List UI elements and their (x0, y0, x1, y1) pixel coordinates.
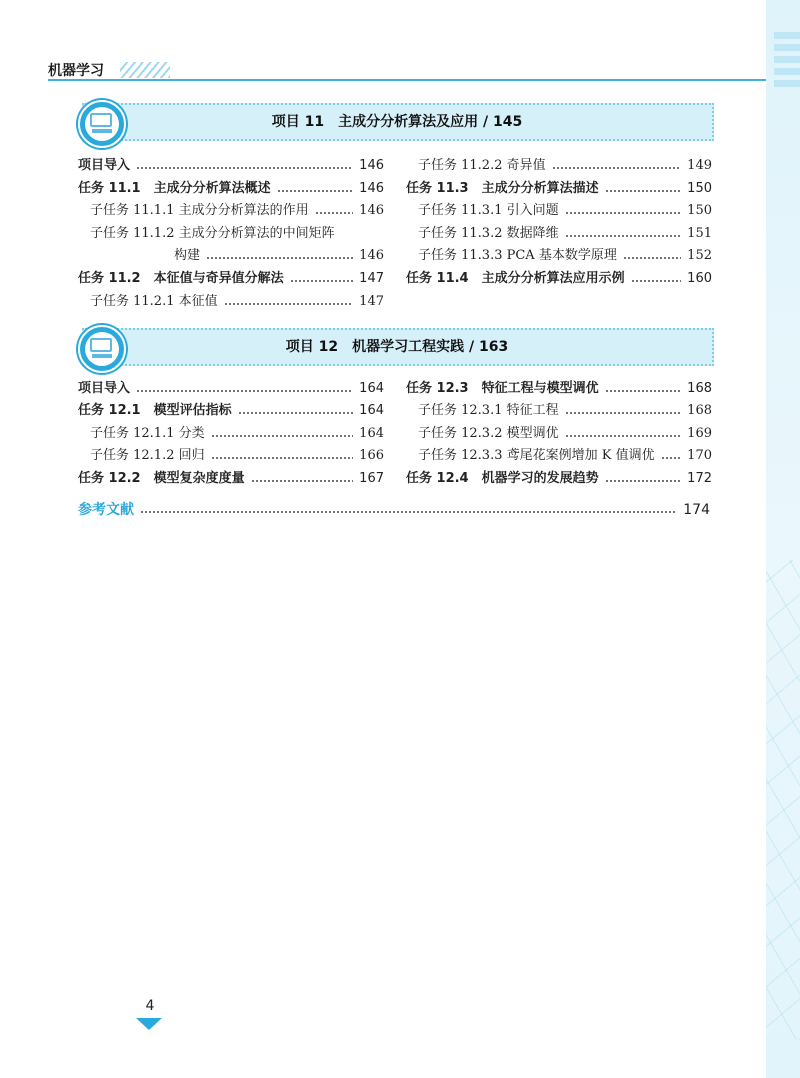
toc-entry-label: 任务 11.2 本征值与奇异值分解法 (78, 271, 284, 286)
toc-entry-page: 160 (687, 271, 712, 286)
toc-entry[interactable] (78, 400, 384, 422)
project-12-banner (82, 328, 714, 366)
project-12-title: 项目 12 机器学习工程实践 / 163 (285, 339, 509, 355)
leader-dots (211, 435, 354, 437)
toc-entry-page: 150 (687, 203, 712, 218)
page-number: 4 (145, 998, 155, 1014)
project-11-banner (82, 103, 714, 141)
toc-entry-label: 任务 12.3 特征工程与模型调优 (406, 381, 599, 396)
leader-dots (277, 190, 354, 192)
computer-icon (78, 325, 126, 373)
toc-entry-page: 168 (687, 403, 712, 418)
toc-entry[interactable] (418, 155, 712, 177)
leader-dots (605, 190, 682, 192)
leader-dots (224, 303, 354, 305)
toc-entry-page: 146 (359, 158, 384, 173)
toc-entry-page: 164 (359, 403, 384, 418)
toc-entry-label: 任务 12.2 模型复杂度度量 (78, 471, 245, 486)
project-11-title: 项目 11 主成分分析算法及应用 / 145 (271, 114, 523, 130)
references-label: 参考文献 (78, 502, 134, 518)
toc-entry-label: 子任务 12.1.2 回归 (90, 448, 205, 463)
leader-dots (565, 435, 682, 437)
leader-dots (605, 480, 682, 482)
toc-entry[interactable] (174, 245, 384, 267)
computer-icon (78, 100, 126, 148)
toc-entry[interactable] (90, 423, 384, 445)
toc-entry[interactable] (418, 445, 712, 467)
toc-entry[interactable] (78, 268, 384, 290)
toc-entry[interactable] (78, 378, 384, 400)
toc-entry-label: 子任务 11.3.1 引入问题 (418, 203, 559, 218)
toc-entry[interactable] (78, 468, 384, 490)
toc-entry[interactable] (90, 445, 384, 467)
toc-entry-label: 任务 11.1 主成分分析算法概述 (78, 181, 271, 196)
leader-dots (290, 280, 354, 282)
toc-entry-label: 子任务 11.2.1 本征值 (90, 294, 218, 309)
leader-dots (211, 457, 354, 459)
toc-entry-label: 子任务 11.3.2 数据降维 (418, 226, 559, 241)
leader-dots (238, 412, 354, 414)
deco-network-pattern (766, 560, 800, 1040)
deco-stripe (774, 32, 800, 39)
toc-entry-label: 项目导入 (78, 381, 131, 396)
toc-entry-label: 任务 11.3 主成分分析算法描述 (406, 181, 599, 196)
deco-stripe (774, 56, 800, 63)
toc-entry-label: 子任务 11.1.2 主成分分析算法的中间矩阵 (90, 226, 335, 241)
toc-entry-label: 任务 12.4 机器学习的发展趋势 (406, 471, 599, 486)
toc-entry[interactable] (418, 423, 712, 445)
leader-dots (315, 212, 354, 214)
toc-entry-page: 147 (359, 271, 384, 286)
toc-entry-page: 146 (359, 203, 384, 218)
toc-entry-label: 子任务 11.1.1 主成分分析算法的作用 (90, 203, 309, 218)
toc-entry-page: 170 (687, 448, 712, 463)
leader-dots (136, 390, 353, 392)
book-title: 机器学习 (48, 63, 104, 79)
leader-dots (140, 511, 677, 513)
toc-entry-page: 151 (687, 226, 712, 241)
toc-entry-page: 168 (687, 381, 712, 396)
toc-entry-label: 子任务 11.3.3 PCA 基本数学原理 (418, 248, 617, 263)
toc-entry[interactable] (406, 268, 712, 290)
toc-entry-page: 169 (687, 426, 712, 441)
toc-entry-label: 子任务 12.1.1 分类 (90, 426, 205, 441)
toc-entry-label: 项目导入 (78, 158, 131, 173)
toc-entry-page: 146 (359, 181, 384, 196)
toc-entry[interactable] (418, 400, 712, 422)
toc-entry-label: 子任务 12.3.2 模型调优 (418, 426, 559, 441)
toc-entry[interactable] (406, 178, 712, 200)
toc-entry[interactable] (418, 200, 712, 222)
toc-entry-page: 172 (687, 471, 712, 486)
deco-stripe (774, 80, 800, 87)
toc-entry-label: 任务 11.4 主成分分析算法应用示例 (406, 271, 625, 286)
leader-dots (565, 412, 682, 414)
page-marker-triangle (136, 1018, 162, 1030)
leader-dots (136, 167, 353, 169)
references-page: 174 (683, 502, 710, 518)
toc-entry[interactable] (90, 200, 384, 222)
toc-entry[interactable] (406, 468, 712, 490)
leader-dots (605, 390, 682, 392)
leader-dots (565, 212, 682, 214)
toc-entry[interactable] (418, 223, 712, 245)
toc-entry-page: 166 (359, 448, 384, 463)
leader-dots (565, 235, 682, 237)
header-rule (48, 79, 766, 81)
toc-entry-page: 167 (359, 471, 384, 486)
toc-entry[interactable] (78, 155, 384, 177)
toc-entry-page: 146 (359, 248, 384, 263)
deco-stripe (774, 68, 800, 75)
leader-dots (661, 457, 682, 459)
leader-dots (552, 167, 682, 169)
toc-entry-page: 164 (359, 381, 384, 396)
toc-entry-page: 152 (687, 248, 712, 263)
toc-entry-label: 子任务 11.2.2 奇异值 (418, 158, 546, 173)
toc-entry[interactable] (90, 223, 384, 245)
toc-entry[interactable] (90, 291, 384, 313)
toc-entry[interactable] (406, 378, 712, 400)
leader-dots (631, 280, 682, 282)
leader-dots (251, 480, 354, 482)
toc-entry-page: 149 (687, 158, 712, 173)
toc-entry-label: 子任务 12.3.3 鸢尾花案例增加 K 值调优 (418, 448, 655, 463)
header-hatch-decoration (120, 62, 170, 78)
toc-entry-page: 164 (359, 426, 384, 441)
leader-dots (206, 257, 353, 259)
toc-entry-page: 147 (359, 294, 384, 309)
toc-entry[interactable] (78, 178, 384, 200)
right-decoration (766, 0, 800, 1078)
toc-entry-label: 任务 12.1 模型评估指标 (78, 403, 232, 418)
toc-entry-page: 150 (687, 181, 712, 196)
toc-entry[interactable] (418, 245, 712, 267)
leader-dots (623, 257, 681, 259)
deco-stripe (774, 44, 800, 51)
toc-entry-label: 构建 (174, 248, 201, 263)
toc-entry-label: 子任务 12.3.1 特征工程 (418, 403, 559, 418)
references-entry[interactable] (78, 499, 710, 521)
